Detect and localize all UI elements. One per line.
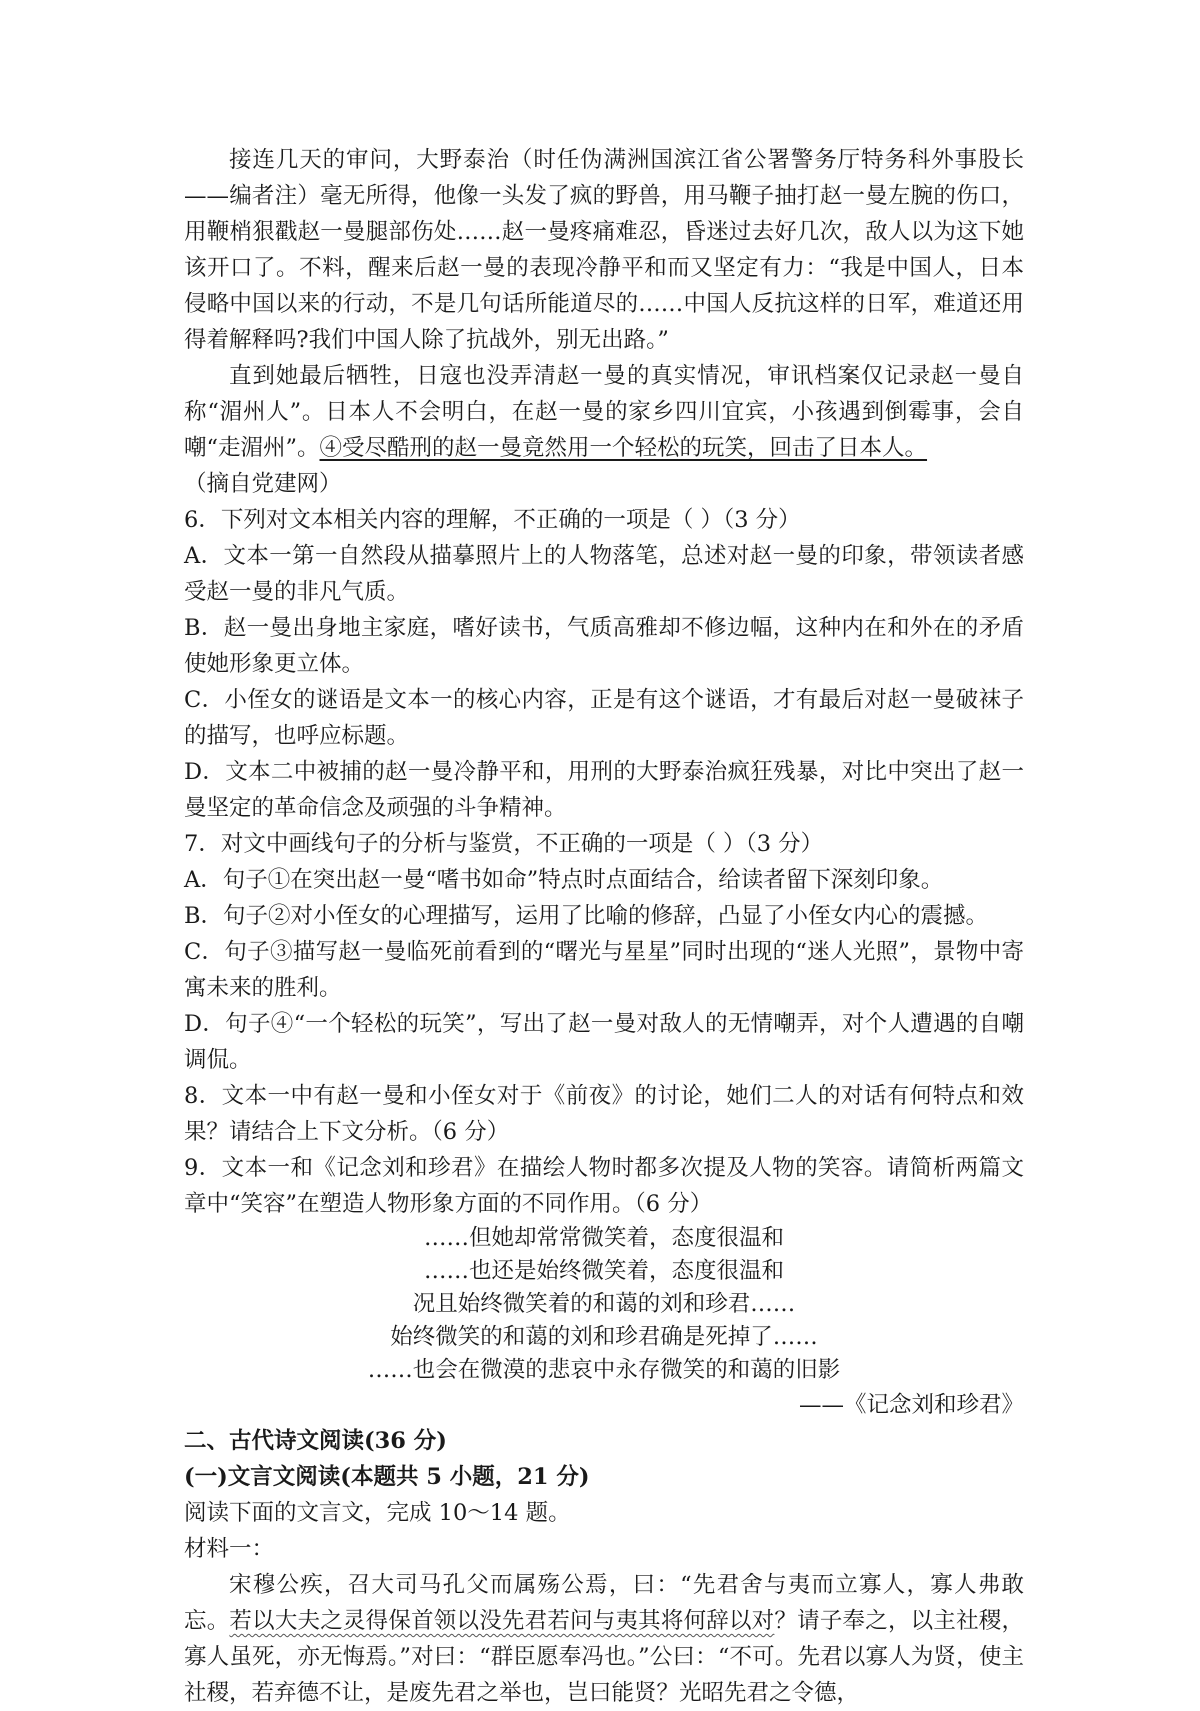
question-7-option-b: B．句子②对小侄女的心理描写，运用了比喻的修辞，凸显了小侄女内心的震撼。 — [184, 903, 989, 929]
question-7-option-c: C．句子③描写赵一曼临死前看到的“曙光与星星”同时出现的“迷人光照”，景物中寄寓未来的胜利。 — [184, 939, 1024, 1001]
quote-line: ……但她却常常微笑着，态度很温和 — [423, 1225, 784, 1251]
passage-source: （摘自党建网） — [184, 471, 342, 497]
question-7-stem: 7．对文中画线句子的分析与鉴赏，不正确的一项是（ ）（3 分） — [184, 831, 824, 857]
classical-text-part-2: ？请子奉之，以主社稷，寡人虽死，亦无悔焉。”对曰：“群臣愿奉冯也。”公曰：“不可。先君以寡人为贤，使主社稷，若弃德不让，是废先君之举也，岂曰能贤？光昭先君之令德， — [184, 1608, 1024, 1706]
quote-line: 况且始终微笑着的和蔼的刘和珍君…… — [412, 1291, 796, 1317]
material-label: 材料一： — [184, 1536, 275, 1562]
section-2-heading: 二、古代诗文阅读(36 分) — [184, 1428, 447, 1454]
question-6-option-c: C．小侄女的谜语是文本一的核心内容，正是有这个谜语，才有最后对赵一曼破袜子的描写，也呼应标题。 — [184, 687, 1024, 749]
document-page — [184, 142, 1024, 1711]
question-7-option-d: D．句子④“一个轻松的玩笑”，写出了赵一曼对敌人的无情嘲弄，对个人遭遇的自嘲调侃。 — [184, 1011, 1024, 1073]
quote-source: ——《记念刘和珍君》 — [798, 1392, 1024, 1418]
question-6-option-a: A．文本一第一自然段从描摹照片上的人物落笔，总述对赵一曼的印象，带领读者感受赵一曼的非凡气质。 — [184, 543, 1024, 605]
question-6-option-d: D．文本二中被捕的赵一曼冷静平和，用刑的大野泰治疯狂残暴，对比中突出了赵一曼坚定的革命信念及顽强的斗争精神。 — [184, 759, 1024, 821]
quote-block — [184, 1222, 1024, 1423]
passage-paragraph-2-text: 直到她最后牺牲，日寇也没弄清赵一曼的真实情况，审讯档案仅记录赵一曼自称“湄州人”。日本人不会明白，在赵一曼的家乡四川宜宾，小孩遇到倒霉事，会自嘲“走湄州”。 — [184, 363, 1024, 461]
wavy-underlined-sentence: 若以大夫之灵得保首领以没先君若问与夷其将何辞以对 — [229, 1608, 775, 1634]
passage-paragraph-1: 接连几天的审问，大野泰治（时任伪满洲国滨江省公署警务厅特务科外事股长——编者注）毫无所得，他像一头发了疯的野兽，用马鞭子抽打赵一曼左腕的伤口，用鞭梢狠戳赵一曼腿部伤处……赵一曼疼痛难忍，昏迷过去好几次，敌人以为这下她该开口了。不料，醒来后赵一曼的表现冷静平和而又坚定有力：“我是中国人，日本侵略中国以来的行动，不是几句话所能道尽的……中国人反抗这样的日军，难道还用得着解释吗?我们中国人除了抗战外，别无出路。” — [184, 147, 1024, 353]
classical-text-part-1: 宋穆公疾，召大司马孔父而属殇公焉，曰：“先君舍与夷而立寡人，寡人弗敢忘。 — [184, 1572, 1024, 1634]
section-2-subheading: (一)文言文阅读(本题共 5 小题，21 分) — [184, 1464, 590, 1490]
question-6-stem: 6．下列对文本相关内容的理解，不正确的一项是（ ）（3 分） — [184, 507, 801, 533]
question-9: 9．文本一和《记念刘和珍君》在描绘人物时都多次提及人物的笑容。请简析两篇文章中“笑容”在塑造人物形象方面的不同作用。（6 分） — [184, 1155, 1024, 1217]
quote-line: ……也会在微漠的悲哀中永存微笑的和蔼的旧影 — [367, 1357, 841, 1383]
classical-text-paragraph — [184, 1567, 1024, 1711]
question-7-option-a: A．句子①在突出赵一曼“嗜书如命”特点时点面结合，给读者留下深刻印象。 — [184, 867, 944, 893]
question-8: 8．文本一中有赵一曼和小侄女对于《前夜》的讨论，她们二人的对话有何特点和效果？请结合上下文分析。（6 分） — [184, 1083, 1024, 1145]
section-2-instruction: 阅读下面的文言文，完成 10～14 题。 — [184, 1500, 571, 1526]
question-6-option-b: B．赵一曼出身地主家庭，嗜好读书，气质高雅却不修边幅，这种内在和外在的矛盾使她形象更立体。 — [184, 615, 1024, 677]
underlined-sentence-4: ④受尽酷刑的赵一曼竟然用一个轻松的玩笑，回击了日本人。 — [319, 435, 928, 461]
passage-paragraph-2 — [184, 358, 1024, 466]
quote-line: ……也还是始终微笑着，态度很温和 — [423, 1258, 784, 1284]
quote-line: 始终微笑的和蔼的刘和珍君确是死掉了…… — [390, 1324, 818, 1350]
